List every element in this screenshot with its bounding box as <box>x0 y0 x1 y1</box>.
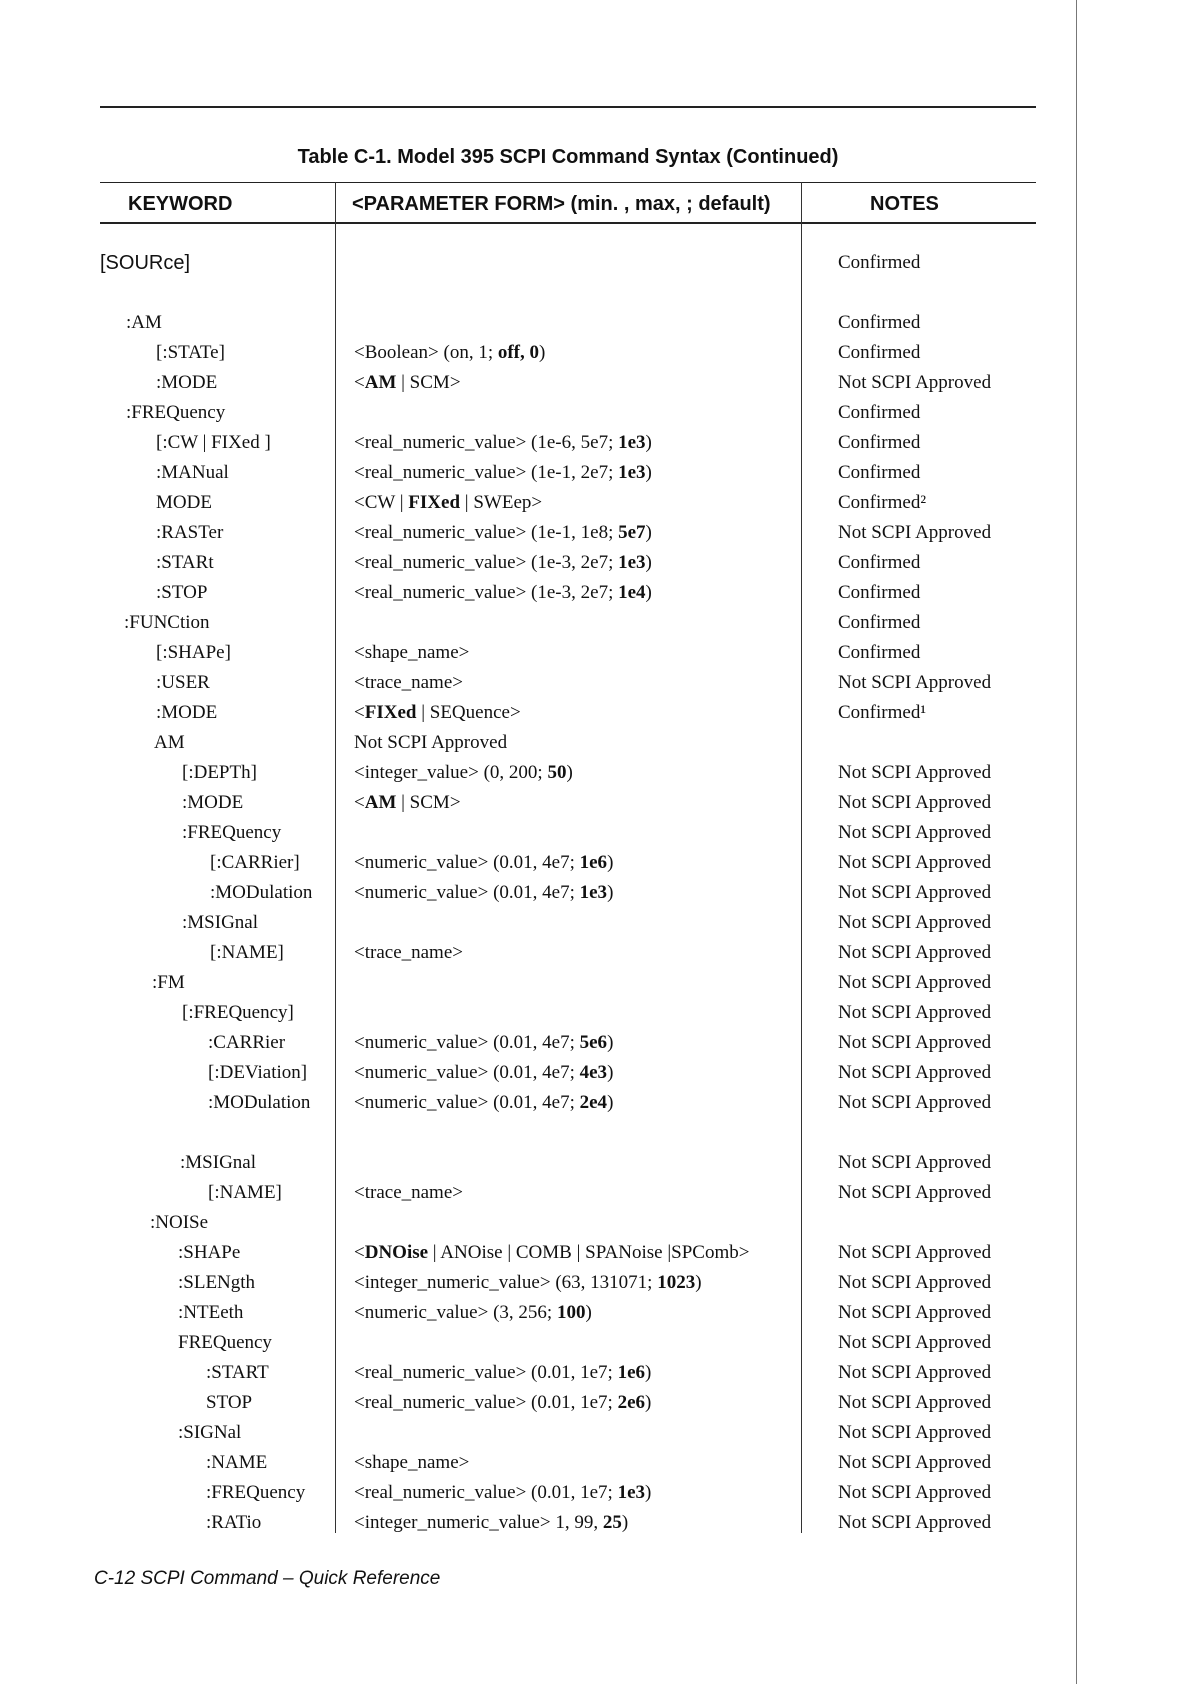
table-row <box>0 762 1190 792</box>
parameter-text: < <box>354 372 365 393</box>
parameter-text: <numeric_value> (3, 256; <box>354 1302 557 1323</box>
parameter-text: <trace_name> <box>354 1182 463 1203</box>
keyword-cell: :NAME <box>206 1452 268 1473</box>
default-value: AM <box>364 792 397 813</box>
notes-cell: Not SCPI Approved <box>838 1092 992 1113</box>
table-row <box>0 1032 1190 1062</box>
default-value: 1e3 <box>618 552 646 573</box>
parameter-text: <real_numeric_value> (1e-6, 5e7; <box>354 432 619 453</box>
table-row <box>0 432 1190 462</box>
table-row <box>0 1242 1190 1272</box>
keyword-cell: :MODE <box>156 372 218 393</box>
parameter-cell <box>354 882 613 904</box>
default-value: AM <box>364 372 397 393</box>
default-value: 100 <box>556 1302 586 1323</box>
table-row <box>0 582 1190 612</box>
parameter-text: ) <box>566 762 573 783</box>
table-row <box>0 462 1190 492</box>
parameter-text: <real_numeric_value> (0.01, 1e7; <box>354 1362 618 1383</box>
keyword-cell: :STOP <box>156 582 208 603</box>
default-value: 1e3 <box>617 1482 646 1503</box>
notes-cell: Not SCPI Approved <box>838 372 992 393</box>
parameter-text: <trace_name> <box>354 672 463 693</box>
parameter-text: <real_numeric_value> (1e-1, 2e7; <box>354 462 619 483</box>
parameter-cell <box>354 702 521 724</box>
table-row <box>0 492 1190 522</box>
table-row <box>0 852 1190 882</box>
default-value: 25 <box>602 1512 622 1533</box>
default-value: 5e6 <box>579 1032 608 1053</box>
parameter-text: <integer_numeric_value> 1, 99, <box>354 1512 603 1533</box>
header-bottom-rule <box>100 222 1036 224</box>
notes-cell: Confirmed <box>838 432 921 453</box>
notes-cell: Not SCPI Approved <box>838 1392 992 1413</box>
notes-cell: Not SCPI Approved <box>838 1272 992 1293</box>
keyword-cell: :FREQuency <box>206 1482 306 1503</box>
parameter-text: ) <box>695 1272 702 1293</box>
default-value: FIXed <box>408 492 461 513</box>
default-value: 5e7 <box>618 522 646 543</box>
parameter-text: <real_numeric_value> (1e-3, 2e7; <box>354 582 619 603</box>
notes-cell: Not SCPI Approved <box>838 1032 992 1053</box>
default-value: 1e3 <box>579 882 608 903</box>
keyword-cell: :MODulation <box>210 882 313 903</box>
parameter-text: ) <box>621 1512 629 1533</box>
parameter-cell <box>354 342 545 364</box>
keyword-cell: [:CARRier] <box>210 852 300 873</box>
parameter-text: <Boolean> (on, 1; <box>354 342 498 363</box>
header-top-rule <box>100 182 1036 183</box>
table-row <box>0 612 1190 642</box>
parameter-text: ) <box>607 1092 614 1113</box>
table-row <box>0 822 1190 852</box>
keyword-cell: AM <box>154 732 185 753</box>
parameter-text: <shape_name> <box>354 642 470 663</box>
keyword-cell: STOP <box>206 1392 253 1413</box>
parameter-text: <real_numeric_value> (0.01, 1e7; <box>354 1482 618 1503</box>
notes-cell: Confirmed <box>838 612 921 633</box>
table-row <box>0 1512 1190 1542</box>
keyword-cell: :SLENgth <box>178 1272 256 1293</box>
table-row <box>0 342 1190 372</box>
keyword-cell: MODE <box>156 492 212 513</box>
table-row <box>0 1272 1190 1302</box>
parameter-cell <box>354 942 463 964</box>
parameter-cell <box>354 1482 651 1504</box>
keyword-cell: :USER <box>156 672 210 693</box>
parameter-text: <numeric_value> (0.01, 4e7; <box>354 1032 580 1053</box>
parameter-text: <numeric_value> (0.01, 4e7; <box>354 882 580 903</box>
default-value: off, 0 <box>497 342 540 363</box>
parameter-text: ) <box>607 1032 614 1053</box>
table-row <box>0 792 1190 822</box>
default-value: 4e3 <box>579 1062 608 1083</box>
default-value: FIXed <box>364 702 417 723</box>
parameter-cell <box>354 1032 613 1054</box>
parameter-text: | SEQuence> <box>416 702 521 723</box>
parameter-text: ) <box>645 1482 652 1503</box>
notes-cell: Confirmed <box>838 462 921 483</box>
table-row <box>0 1422 1190 1452</box>
keyword-cell: FREQuency <box>178 1332 272 1353</box>
keyword-cell: :STARt <box>156 552 214 573</box>
default-value: 1e3 <box>618 462 646 483</box>
parameter-text: <real_numeric_value> (1e-1, 1e8; <box>354 522 619 543</box>
table-row <box>0 252 1190 282</box>
notes-cell: Not SCPI Approved <box>838 672 992 693</box>
parameter-cell <box>354 792 461 814</box>
keyword-cell: :NOISe <box>150 1212 209 1233</box>
parameter-cell <box>354 432 652 454</box>
table-row <box>0 1332 1190 1362</box>
table-row <box>0 1092 1190 1122</box>
keyword-cell: :MSIGnal <box>180 1152 256 1173</box>
notes-cell: Not SCPI Approved <box>838 1362 992 1383</box>
keyword-cell: :SIGNal <box>178 1422 242 1443</box>
page-footer: C-12 SCPI Command – Quick Reference <box>94 1568 441 1589</box>
keyword-cell: :FREQuency <box>126 402 226 423</box>
notes-cell: Confirmed² <box>838 492 927 513</box>
keyword-cell: [:SHAPe] <box>156 642 231 663</box>
default-value: 1e6 <box>579 852 608 873</box>
table-row <box>0 552 1190 582</box>
table-row <box>0 402 1190 432</box>
parameter-text: ) <box>645 1362 652 1383</box>
parameter-cell <box>354 1242 749 1264</box>
table-row <box>0 1062 1190 1092</box>
notes-cell: Confirmed <box>838 252 921 273</box>
notes-cell: Not SCPI Approved <box>838 972 992 993</box>
parameter-text: <real_numeric_value> (1e-3, 2e7; <box>354 552 619 573</box>
keyword-cell: [:FREQuency] <box>182 1002 294 1023</box>
parameter-text: ) <box>645 462 652 483</box>
table-row <box>0 1452 1190 1482</box>
table-row <box>0 1182 1190 1212</box>
table-row <box>0 1302 1190 1332</box>
default-value: 1e6 <box>617 1362 646 1383</box>
keyword-cell: :SHAPe <box>178 1242 241 1263</box>
parameter-cell <box>354 552 652 574</box>
parameter-cell <box>354 1272 702 1294</box>
parameter-text: ) <box>585 1302 592 1323</box>
parameter-cell <box>354 1092 613 1114</box>
parameter-text: <trace_name> <box>354 942 463 963</box>
notes-cell: Not SCPI Approved <box>838 1182 992 1203</box>
keyword-cell: :CARRier <box>208 1032 286 1053</box>
default-value: 1e4 <box>618 582 646 603</box>
table-row <box>0 372 1190 402</box>
table-row <box>0 1152 1190 1182</box>
default-value: DNOise <box>364 1242 429 1263</box>
keyword-cell: :FM <box>152 972 185 993</box>
parameter-text: ) <box>539 342 546 363</box>
notes-cell: Not SCPI Approved <box>838 882 992 903</box>
parameter-cell <box>354 492 542 514</box>
notes-cell: Not SCPI Approved <box>838 1512 992 1533</box>
notes-cell: Not SCPI Approved <box>838 1482 992 1503</box>
default-value: 2e4 <box>579 1092 608 1113</box>
parameter-cell <box>354 372 461 394</box>
notes-cell: Not SCPI Approved <box>838 1332 992 1353</box>
keyword-cell: :START <box>206 1362 269 1383</box>
parameter-text: <shape_name> <box>354 1452 470 1473</box>
keyword-cell: :NTEeth <box>178 1302 244 1323</box>
notes-cell: Not SCPI Approved <box>838 762 992 783</box>
table-row <box>0 972 1190 1002</box>
parameter-text: ) <box>645 1392 652 1413</box>
default-value: 1e3 <box>618 432 646 453</box>
keyword-cell: [:DEViation] <box>208 1062 308 1083</box>
table-row <box>0 312 1190 342</box>
header-notes: NOTES <box>870 193 939 215</box>
parameter-text: | ANOise | COMB | SPANoise |SPComb> <box>428 1242 750 1263</box>
parameter-text: <numeric_value> (0.01, 4e7; <box>354 852 580 873</box>
parameter-cell <box>354 1512 628 1534</box>
table-row <box>0 1002 1190 1032</box>
keyword-cell: [:NAME] <box>208 1182 282 1203</box>
keyword-cell: :MODE <box>156 702 218 723</box>
default-value: 2e6 <box>617 1392 646 1413</box>
parameter-text: ) <box>607 882 614 903</box>
parameter-cell <box>354 852 613 874</box>
table-row <box>0 882 1190 912</box>
notes-cell: Not SCPI Approved <box>838 1422 992 1443</box>
notes-cell: Confirmed <box>838 342 921 363</box>
table-row <box>0 1212 1190 1242</box>
keyword-cell: :AM <box>126 312 162 333</box>
table-row <box>0 912 1190 942</box>
keyword-cell: [SOURce] <box>100 252 191 274</box>
table-row <box>0 732 1190 762</box>
header-parameter-form: <PARAMETER FORM> (min. , max, ; default) <box>352 193 771 215</box>
notes-cell: Not SCPI Approved <box>838 822 992 843</box>
notes-cell: Confirmed <box>838 552 921 573</box>
parameter-text: < <box>354 702 365 723</box>
notes-cell: Confirmed¹ <box>838 702 927 723</box>
parameter-cell <box>354 1062 613 1084</box>
table-caption: Table C-1. Model 395 SCPI Command Syntax (Continued) <box>297 146 839 168</box>
table-row <box>0 522 1190 552</box>
notes-cell: Not SCPI Approved <box>838 1062 992 1083</box>
notes-cell: Not SCPI Approved <box>838 522 992 543</box>
parameter-text: | SWEep> <box>460 492 543 513</box>
parameter-cell <box>354 762 573 784</box>
keyword-cell: [:STATe] <box>156 342 225 363</box>
default-value: 1023 <box>657 1272 696 1293</box>
parameter-text: ) <box>645 432 652 453</box>
keyword-cell: [:DEPTh] <box>182 762 257 783</box>
parameter-cell <box>354 1362 651 1384</box>
parameter-text: <CW | <box>354 492 409 513</box>
keyword-cell: :FUNCtion <box>124 612 210 633</box>
parameter-text: ) <box>607 1062 614 1083</box>
keyword-cell: :MODulation <box>208 1092 311 1113</box>
parameter-text: < <box>354 792 365 813</box>
notes-cell: Not SCPI Approved <box>838 792 992 813</box>
default-value: 50 <box>547 762 567 783</box>
notes-cell: Not SCPI Approved <box>838 912 992 933</box>
keyword-cell: :RASTer <box>156 522 224 543</box>
keyword-cell: [:CW | FIXed ] <box>156 432 271 453</box>
parameter-text: Not SCPI Approved <box>354 732 508 753</box>
table-row <box>0 642 1190 672</box>
table-row <box>0 1392 1190 1422</box>
parameter-text: <numeric_value> (0.01, 4e7; <box>354 1062 580 1083</box>
table-row <box>0 672 1190 702</box>
parameter-text: <integer_value> (0, 200; <box>354 762 548 783</box>
notes-cell: Not SCPI Approved <box>838 852 992 873</box>
keyword-cell: :MODE <box>182 792 244 813</box>
parameter-text: < <box>354 1242 365 1263</box>
keyword-cell: :MANual <box>156 462 229 483</box>
top-rule <box>100 106 1036 108</box>
table-row <box>0 1482 1190 1512</box>
notes-cell: Not SCPI Approved <box>838 1452 992 1473</box>
parameter-text: <integer_numeric_value> (63, 131071; <box>354 1272 658 1293</box>
parameter-cell <box>354 1452 469 1474</box>
notes-cell: Not SCPI Approved <box>838 1002 992 1023</box>
parameter-text: ) <box>645 552 652 573</box>
table-row <box>0 942 1190 972</box>
header-keyword: KEYWORD <box>128 193 233 215</box>
keyword-cell: :FREQuency <box>182 822 282 843</box>
notes-cell: Not SCPI Approved <box>838 942 992 963</box>
parameter-text: <real_numeric_value> (0.01, 1e7; <box>354 1392 618 1413</box>
parameter-text: | SCM> <box>396 372 461 393</box>
notes-cell: Confirmed <box>838 642 921 663</box>
parameter-text: ) <box>607 852 614 873</box>
parameter-cell <box>354 582 652 604</box>
keyword-cell: :MSIGnal <box>182 912 258 933</box>
parameter-text: ) <box>645 522 652 543</box>
notes-cell: Not SCPI Approved <box>838 1242 992 1263</box>
table-row <box>0 1362 1190 1392</box>
notes-cell: Confirmed <box>838 402 921 423</box>
notes-cell: Not SCPI Approved <box>838 1302 992 1323</box>
parameter-cell <box>354 1302 592 1324</box>
notes-cell: Not SCPI Approved <box>838 1152 992 1173</box>
parameter-text: <numeric_value> (0.01, 4e7; <box>354 1092 580 1113</box>
keyword-cell: :RATio <box>206 1512 262 1533</box>
parameter-cell <box>354 732 507 754</box>
parameter-cell <box>354 1392 651 1414</box>
parameter-cell <box>354 462 652 484</box>
parameter-cell <box>354 522 652 544</box>
notes-cell: Confirmed <box>838 582 921 603</box>
parameter-cell <box>354 642 469 664</box>
parameter-text: | SCM> <box>396 792 461 813</box>
keyword-cell: [:NAME] <box>210 942 284 963</box>
notes-cell: Confirmed <box>838 312 921 333</box>
table-row <box>0 702 1190 732</box>
parameter-cell <box>354 672 463 694</box>
parameter-text: ) <box>645 582 652 603</box>
parameter-cell <box>354 1182 463 1204</box>
